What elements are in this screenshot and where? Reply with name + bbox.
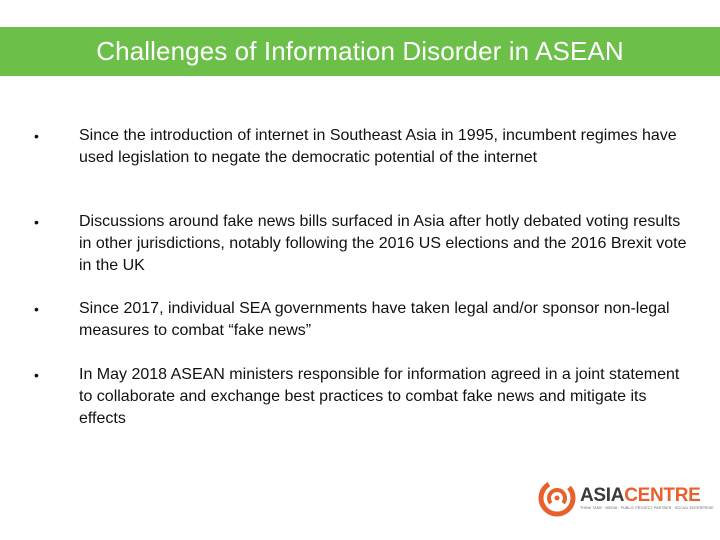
asia-centre-logo <box>538 478 714 518</box>
bullet-text: Discussions around fake news bills surfaced in Asia after hotly debated voting results in other jurisdictions, notably following the 2016 US elections and the 2016 Brexit vote in the UK <box>79 213 687 274</box>
slide-title: Challenges of Information Disorder in ASEAN <box>96 36 624 66</box>
bullet-marker: • <box>34 214 39 230</box>
bullet-item <box>34 211 694 277</box>
bullet-marker: • <box>34 367 39 383</box>
bullet-item <box>34 125 694 169</box>
bullet-item <box>34 364 694 430</box>
bullet-text: Since 2017, individual SEA governments have taken legal and/or sponsor non-legal measures to combat “fake news” <box>79 300 670 339</box>
bullet-item <box>34 298 694 342</box>
logo-tagline: THINK TANK · MEDIA · PUBLIC PROJECT PARTNER · SOCIAL ENTERPRISE <box>580 505 714 510</box>
bullet-marker: • <box>34 128 39 144</box>
bullet-marker: • <box>34 301 39 317</box>
bullet-text: In May 2018 ASEAN ministers responsible for information agreed in a joint statement to collaborate and exchange best practices to combat fake news and mitigate its effects <box>79 366 680 427</box>
logo-wordmark: ASIACENTRE <box>580 484 701 506</box>
asia-centre-swirl-icon <box>538 479 576 517</box>
bullet-text: Since the introduction of internet in Southeast Asia in 1995, incumbent regimes have used legislation to negate the democratic potential of the internet <box>79 127 677 166</box>
logo-text <box>580 486 714 511</box>
